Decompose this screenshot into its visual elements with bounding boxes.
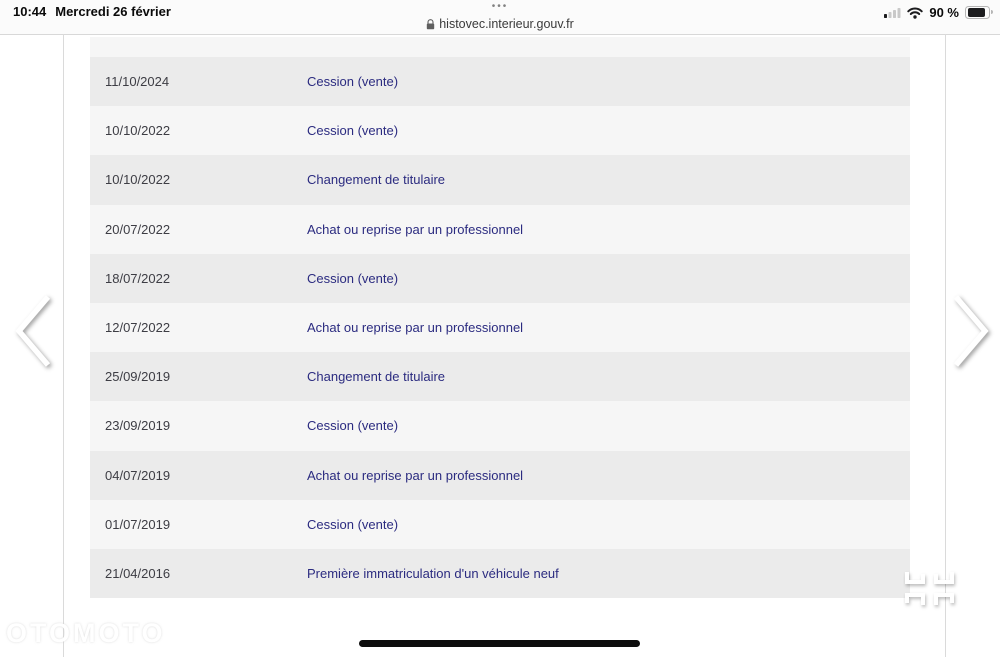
- battery-fill: [968, 8, 985, 17]
- history-event-link[interactable]: Cession (vente): [307, 418, 399, 434]
- page-edge-left: [63, 34, 64, 657]
- vehicle-history-table: [90, 57, 910, 598]
- table-row[interactable]: [90, 205, 910, 254]
- history-event-link[interactable]: Première immatriculation d'un véhicule neuf: [307, 565, 559, 581]
- cellular-signal-icon: [884, 7, 901, 18]
- wifi-icon: [907, 7, 923, 19]
- history-date: 11/10/2024: [105, 74, 170, 90]
- history-date: 04/07/2019: [105, 467, 171, 483]
- table-row[interactable]: [90, 352, 910, 401]
- history-date: 01/07/2019: [105, 516, 171, 532]
- page-edge-right: [945, 34, 946, 657]
- watermark-text: OTOMOTO: [6, 618, 166, 648]
- history-date: 23/09/2019: [105, 418, 171, 434]
- history-event-link[interactable]: Cession (vente): [307, 123, 399, 139]
- home-indicator[interactable]: [359, 640, 640, 647]
- chevron-left-icon[interactable]: [12, 291, 56, 371]
- battery-nub: [991, 10, 993, 15]
- history-date: 10/10/2022: [105, 172, 171, 188]
- history-date: 12/07/2022: [105, 320, 171, 336]
- table-row[interactable]: [90, 303, 910, 352]
- history-event-link[interactable]: Changement de titulaire: [307, 369, 446, 385]
- focus-marks-icon: [903, 566, 959, 612]
- status-bar: [0, 0, 1000, 35]
- battery-percent: 90 %: [929, 5, 959, 20]
- table-row[interactable]: [90, 401, 910, 450]
- status-time: 10:44: [13, 4, 47, 19]
- table-row[interactable]: [90, 155, 910, 204]
- history-date: 20/07/2022: [105, 221, 171, 237]
- table-row[interactable]: [90, 57, 910, 106]
- history-date: 18/07/2022: [105, 270, 171, 286]
- history-event-link[interactable]: Cession (vente): [307, 516, 399, 532]
- lock-icon: [426, 19, 435, 30]
- history-date: 21/04/2016: [105, 565, 171, 581]
- table-row[interactable]: [90, 451, 910, 500]
- history-date: 10/10/2022: [105, 123, 171, 139]
- history-event-link[interactable]: Cession (vente): [307, 270, 399, 286]
- history-event-link[interactable]: Changement de titulaire: [307, 172, 446, 188]
- battery-icon: [965, 6, 990, 20]
- table-row[interactable]: [90, 549, 910, 598]
- table-row[interactable]: [90, 500, 910, 549]
- tab-overflow-dots-icon[interactable]: •••: [491, 1, 509, 12]
- table-row[interactable]: [90, 254, 910, 303]
- history-event-link[interactable]: Achat ou reprise par un professionnel: [307, 221, 524, 237]
- status-indicators: [884, 5, 990, 20]
- table-row[interactable]: [90, 106, 910, 155]
- chevron-right-icon[interactable]: [948, 291, 992, 371]
- history-event-link[interactable]: Achat ou reprise par un professionnel: [307, 467, 524, 483]
- address-url: histovec.interieur.gouv.fr: [439, 17, 574, 31]
- status-date: Mercredi 26 février: [55, 4, 171, 19]
- table-row-partial: [90, 37, 910, 57]
- history-date: 25/09/2019: [105, 369, 171, 385]
- address-bar[interactable]: [0, 17, 1000, 31]
- history-event-link[interactable]: Achat ou reprise par un professionnel: [307, 320, 524, 336]
- history-event-link[interactable]: Cession (vente): [307, 74, 399, 90]
